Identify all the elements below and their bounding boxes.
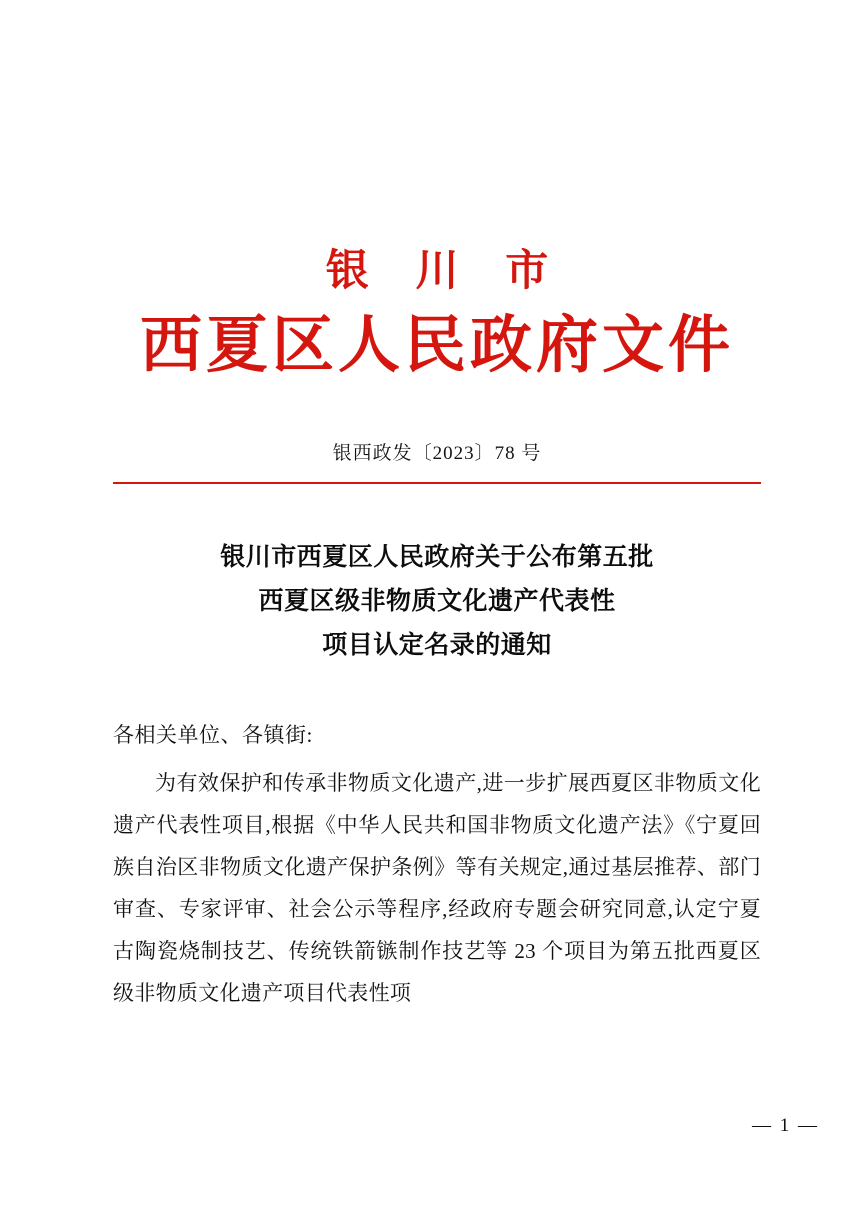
salutation: 各相关单位、各镇街: [113,722,313,747]
document-title-line-2: 西夏区级非物质文化遗产代表性 [258,588,616,616]
masthead-city: 银 川 市 [325,248,567,295]
document-title [113,536,761,667]
body-paragraph-1: 为有效保护和传承非物质文化遗产,进一步扩展西夏区非物质文化遗产代表性项目,根据《中华人民共和国非物质文化遗产法》《宁夏回族自治区非物质文化遗产保护条例》等有关规定,通过基层推荐、部门审查、专家评审、社会公示等程序,经政府专题会研究同意,认定宁夏古陶瓷烧制技艺、传统铁箭镞制作技艺等 23 个项目为第五批西夏区级非物质文化遗产项目代表性项 [113,770,761,1005]
document-body [113,0,761,1229]
document-number: 银西政发〔2023〕78 号 [332,443,542,465]
document-title-line-3: 项目认定名录的通知 [322,631,552,659]
masthead [113,0,761,388]
document-title-line-1: 银川市西夏区人民政府关于公布第五批 [220,544,654,572]
red-divider-rule [113,482,761,484]
page-number: — 1 — [752,1115,819,1136]
masthead-issuer: 西夏区人民政府文件 [139,311,734,380]
